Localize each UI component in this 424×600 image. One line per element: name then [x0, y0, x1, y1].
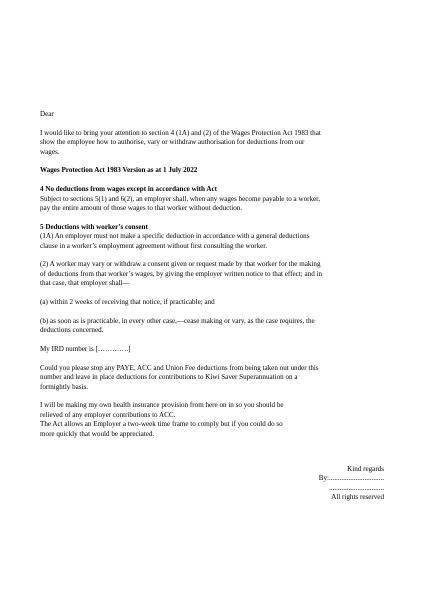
intro-line: wages. [40, 147, 60, 156]
section-4-line: Subject to sections 5(1) and 6(2), an employer shall, when any wages become payable to a worker, [40, 194, 321, 203]
kind-regards: Kind regards [347, 465, 384, 473]
salutation: Dear [40, 110, 54, 118]
act-title: Wages Protection Act 1983 Version as at 1 July 2022 [40, 166, 198, 175]
signature-block [319, 465, 384, 503]
request-line: number and leave in place deductions for contributions to Kiwi Saver Superannuation on a [40, 373, 298, 382]
section-5-2-line: of deductions from that worker’s wages, by giving the employer written notice to that effect; and in [40, 269, 323, 278]
letter-body [40, 110, 385, 439]
clause-a: (a) within 2 weeks of receiving that notice, if practicable; and [40, 298, 215, 307]
closing-line: I will be making my own health insurance provision from here on in so you should be [40, 401, 284, 410]
section-5-2-line: that case, that employer shall— [40, 279, 130, 288]
closing-line: more quickly that would be appreciated. [40, 429, 155, 438]
signature-dots: ............................... [329, 483, 384, 492]
section-4-heading: 4 No deductions from wages except in accordance with Act [40, 185, 217, 194]
section-5-1a-line: clause in a worker’s employment agreement without first consulting the worker. [40, 241, 268, 250]
closing-line: The Act allows an Employer a two-week time frame to comply but if you could do so [40, 420, 283, 429]
section-5-1a-line: (1A) An employer must not make a specific deduction in accordance with a general deductions [40, 232, 310, 241]
rights-reserved: All rights reserved [331, 493, 384, 502]
intro-line: show the employee how to authorise, vary or withdraw authorisation for deductions from our [40, 138, 305, 147]
request-line: fortnightly basis. [40, 382, 89, 391]
intro-line: I would like to bring your attention to section 4 (1A) and (2) of the Wages Protection Act 1983 that [40, 128, 321, 137]
clause-b-line: deductions concerned. [40, 326, 104, 335]
closing-line: relieved of any employer contributions to ACC. [40, 410, 176, 419]
clause-b-line: (b) as soon as is practicable, in every other case,—cease making or vary, as the case requires, the [40, 316, 315, 325]
section-5-2-line: (2) A worker may vary or withdraw a consent given or request made by that worker for the making [40, 260, 321, 269]
by-line: By:............................... [318, 474, 384, 483]
section-4-line: pay the entire amount of those wages to that worker without deduction. [40, 204, 243, 213]
request-line: Could you please stop any PAYE, ACC and Union Fee deductions from being taken out under this [40, 363, 319, 372]
section-5-heading: 5 Deductions with worker’s consent [40, 222, 148, 231]
ird-number-line: My IRD number is [………….] [40, 345, 131, 354]
